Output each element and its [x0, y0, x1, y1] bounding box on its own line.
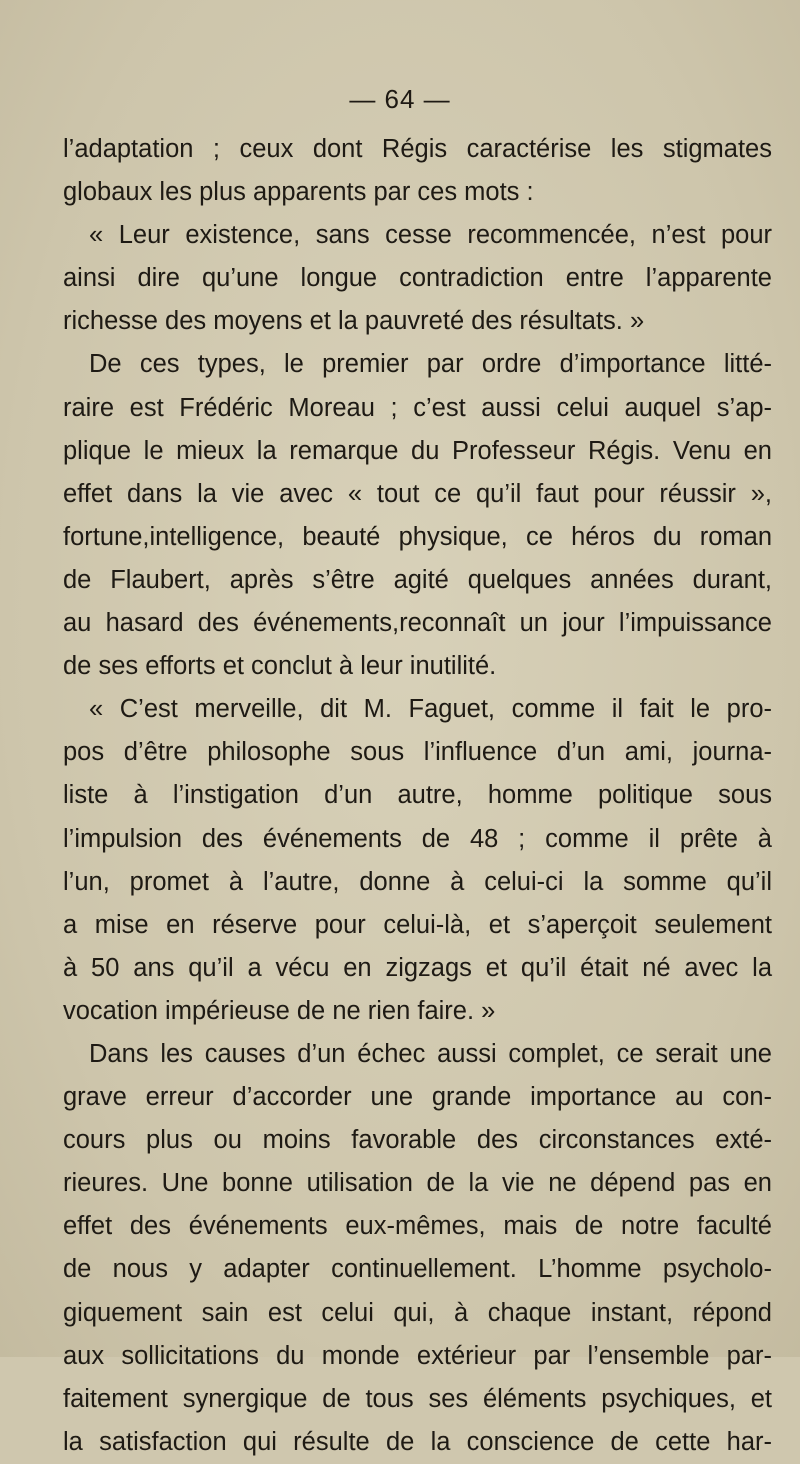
text-line: faitement synergique de tous ses éléments psychiques, et	[63, 1384, 772, 1413]
text-line: effet des événements eux-mêmes, mais de notre faculté	[63, 1212, 772, 1241]
text-line: l’impulsion des événements de 48 ; comme il prête à	[63, 824, 772, 853]
text-line: « C’est merveille, dit M. Faguet, comme il fait le pro-	[89, 695, 772, 724]
text-line: pos d’être philosophe sous l’influence d’un ami, journa-	[63, 738, 772, 767]
text-line: de ses efforts et conclut à leur inutilité.	[63, 652, 497, 681]
text-line: effet dans la vie avec « tout ce qu’il faut pour réussir »,	[63, 479, 772, 508]
text-line: de nous y adapter continuellement. L’homme psycholo-	[63, 1255, 772, 1284]
text-line: aux sollicitations du monde extérieur par l’ensemble par-	[63, 1341, 772, 1370]
text-line: la satisfaction qui résulte de la conscience de cette har-	[63, 1427, 772, 1456]
text-line: globaux les plus apparents par ces mots :	[63, 178, 534, 207]
text-line: richesse des moyens et la pauvreté des résultats. »	[63, 307, 645, 336]
text-line: ainsi dire qu’une longue contradiction entre l’apparente	[63, 264, 772, 293]
page-number: — 64 —	[349, 84, 451, 114]
text-line: plique le mieux la remarque du Professeur Régis. Venu en	[63, 436, 772, 465]
text-line: raire est Frédéric Moreau ; c’est aussi celui auquel s’ap-	[63, 393, 772, 422]
text-line: a mise en réserve pour celui-là, et s’aperçoit seulement	[63, 910, 772, 939]
text-line: cours plus ou moins favorable des circonstances exté-	[63, 1126, 772, 1155]
text-line: De ces types, le premier par ordre d’importance litté-	[89, 350, 772, 379]
text-line: liste à l’instigation d’un autre, homme politique sous	[63, 781, 772, 810]
text-line: au hasard des événements,reconnaît un jour l’impuissance	[63, 609, 772, 638]
text-line: « Leur existence, sans cesse recommencée, n’est pour	[89, 221, 772, 250]
text-line: rieures. Une bonne utilisation de la vie ne dépend pas en	[63, 1169, 772, 1198]
text-line: fortune,intelligence, beauté physique, ce héros du roman	[63, 522, 772, 551]
text-line: l’un, promet à l’autre, donne à celui-ci la somme qu’il	[63, 867, 772, 896]
text-line: de Flaubert, après s’être agité quelques années durant,	[63, 565, 772, 594]
text-line: l’adaptation ; ceux dont Régis caractérise les stigmates	[63, 135, 772, 163]
text-line: Dans les causes d’un échec aussi complet, ce serait une	[89, 1039, 772, 1068]
text-line: à 50 ans qu’il a vécu en zigzags et qu’il était né avec la	[63, 953, 772, 982]
text-line: vocation impérieuse de ne rien faire. »	[63, 996, 496, 1025]
text-line: giquement sain est celui qui, à chaque instant, répond	[63, 1298, 772, 1327]
body-text	[63, 128, 772, 1464]
text-line: grave erreur d’accorder une grande importance au con-	[63, 1083, 772, 1112]
